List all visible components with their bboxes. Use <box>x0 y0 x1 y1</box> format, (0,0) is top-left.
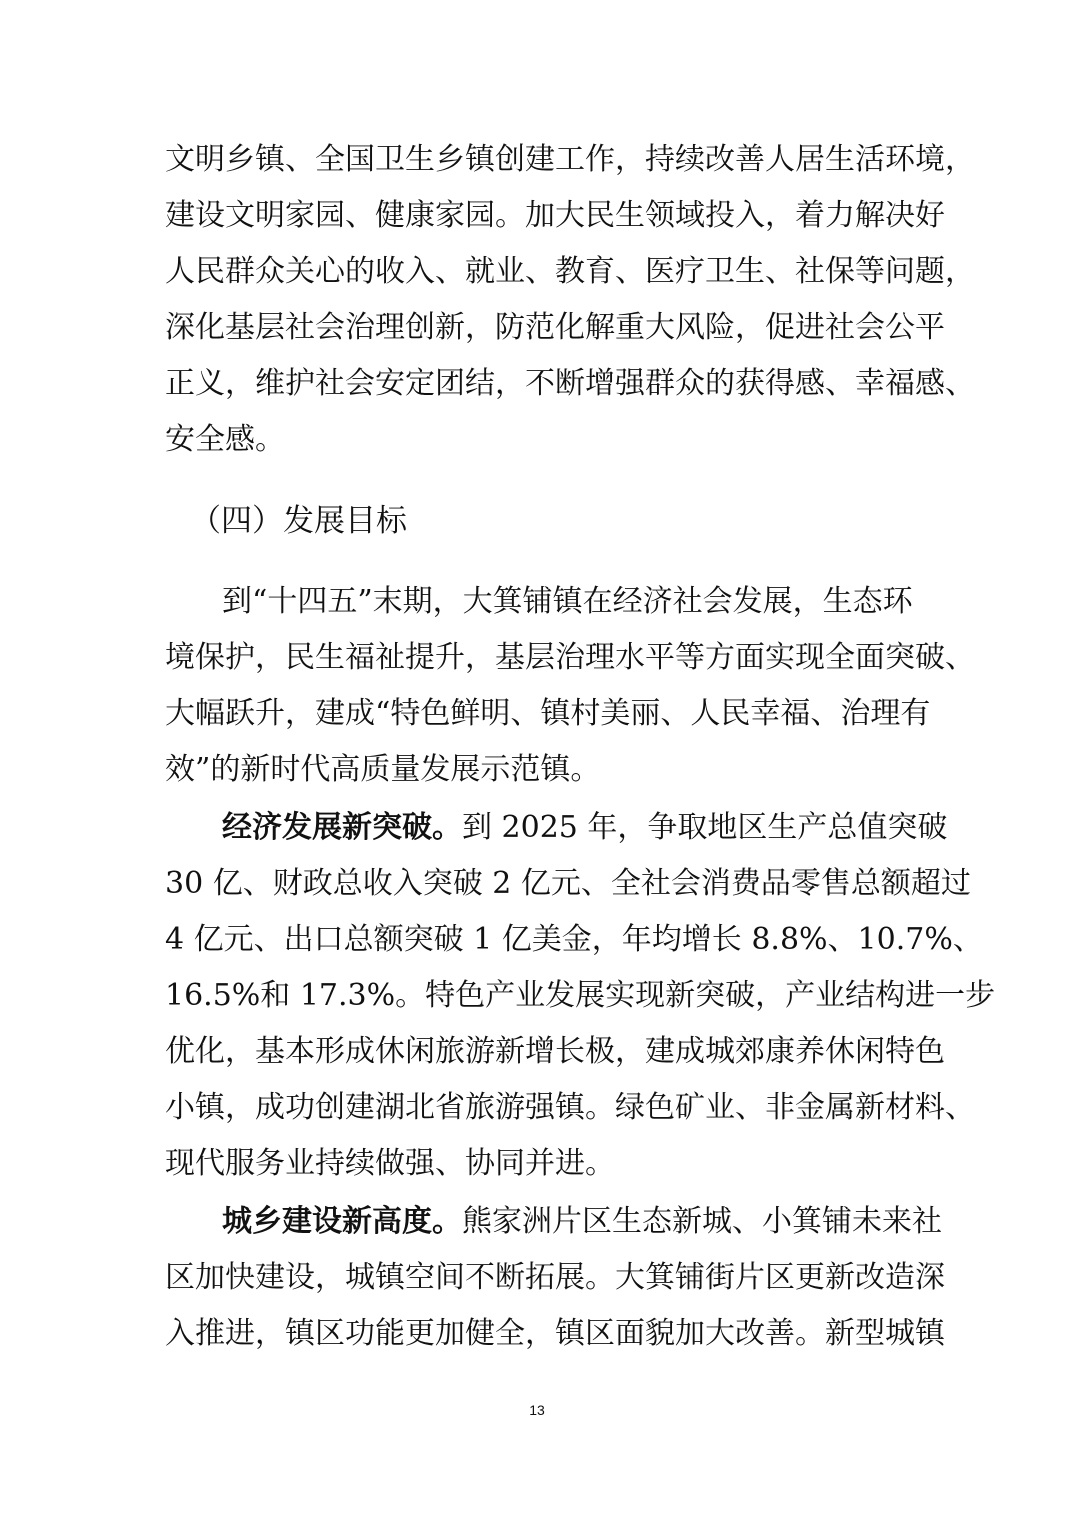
paragraph-lead-bold: 城乡建设新高度。 <box>222 1204 462 1239</box>
text-line <box>222 1202 942 1242</box>
text-line: 境保护，民生福祉提升，基层治理水平等方面实现全面突破、 <box>165 640 975 675</box>
text-line: 4 亿元、出口总额突破 1 亿美金，年均增长 8.8%、10.7%、 <box>165 922 983 957</box>
text-line: 文明乡镇、全国卫生乡镇创建工作，持续改善人居生活环境， <box>165 142 975 177</box>
text-line: 人民群众关心的收入、就业、教育、医疗卫生、社保等问题， <box>165 254 975 289</box>
text-line: 优化，基本形成休闲旅游新增长极，建成城郊康养休闲特色 <box>165 1034 945 1069</box>
text-line <box>222 808 948 848</box>
text-line: 入推进，镇区功能更加健全，镇区面貌加大改善。新型城镇 <box>165 1316 945 1351</box>
text-line: 正义，维护社会安定团结，不断增强群众的获得感、幸福感、 <box>165 366 975 401</box>
text-line: 16.5%和 17.3%。特色产业发展实现新突破，产业结构进一步 <box>165 978 996 1013</box>
paragraph-lead-bold: 经济发展新突破。 <box>222 810 462 845</box>
text-line: 区加快建设，城镇空间不断拓展。大箕铺街片区更新改造深 <box>165 1260 945 1295</box>
paragraph-text: 熊家洲片区生态新城、小箕铺未来社 <box>462 1204 942 1239</box>
paragraph-text: 到 2025 年，争取地区生产总值突破 <box>462 810 948 845</box>
page-number: 13 <box>529 1402 545 1418</box>
text-line: 到“十四五”末期，大箕铺镇在经济社会发展，生态环 <box>222 584 913 619</box>
text-line: 建设文明家园、健康家园。加大民生领域投入，着力解决好 <box>165 198 945 233</box>
section-heading: （四）发展目标 <box>190 503 407 539</box>
text-line: 小镇，成功创建湖北省旅游强镇。绿色矿业、非金属新材料、 <box>165 1090 975 1125</box>
text-line: 现代服务业持续做强、协同并进。 <box>165 1146 615 1181</box>
text-line: 大幅跃升，建成“特色鲜明、镇村美丽、人民幸福、治理有 <box>165 696 931 731</box>
text-line: 深化基层社会治理创新，防范化解重大风险，促进社会公平 <box>165 310 945 345</box>
text-line: 安全感。 <box>165 422 285 457</box>
text-line: 30 亿、财政总收入突破 2 亿元、全社会消费品零售总额超过 <box>165 866 971 901</box>
text-line: 效”的新时代高质量发展示范镇。 <box>165 752 601 787</box>
